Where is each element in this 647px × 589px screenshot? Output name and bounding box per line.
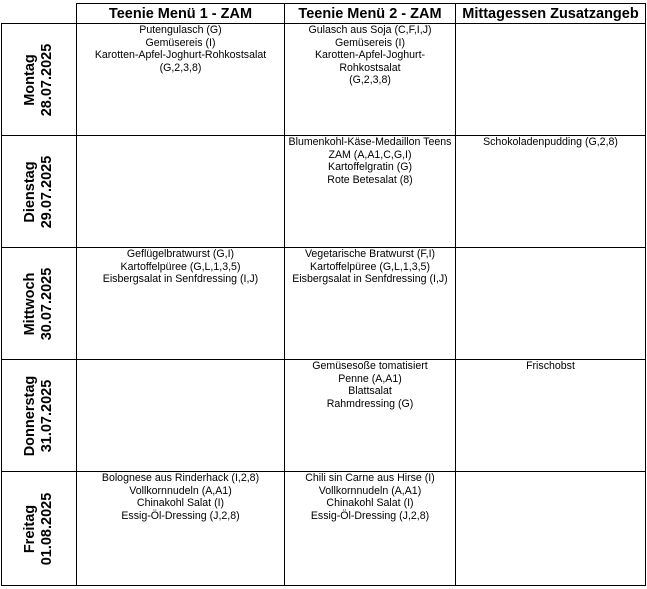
menu2-cell: [285, 472, 456, 586]
extra-cell: [456, 24, 646, 136]
dish-line: Gemüsesoße tomatisiert: [312, 360, 428, 372]
weekday-label: Donnerstag: [22, 375, 38, 456]
dish-line: Chinakohl Salat (I): [136, 497, 225, 509]
dish-line: Penne (A,A1): [338, 372, 402, 385]
dish-line: ZAM (A,A1,C,G,I): [328, 148, 412, 161]
day-row-monday: [2, 24, 646, 136]
corner-cell: [2, 4, 77, 24]
dish-line: (G,2,3,8): [159, 61, 202, 74]
dish-line: Kartoffelpüree (G,L,1,3,5): [120, 260, 241, 273]
date-label: 30.07.2025: [39, 267, 55, 340]
date-label: 29.07.2025: [39, 155, 55, 228]
dish-line: Karotten-Apfel-Joghurt-Rohkostsalat: [94, 49, 267, 61]
dish-line: Blumenkohl-Käse-Medaillon Teens: [288, 136, 452, 148]
dish-line: Eisbergsalat in Senfdressing (I,J): [292, 273, 448, 285]
menu2-cell: [285, 248, 456, 360]
extra-cell: [456, 472, 646, 586]
day-label-cell: [2, 472, 77, 586]
weekday-label: Dienstag: [22, 160, 38, 223]
dish-line: Essig-Öl-Dressing (J,2,8): [121, 509, 240, 522]
dish-line: Blattsalat: [348, 385, 392, 397]
weekday-label: Montag: [22, 53, 38, 106]
column-header-menu2: Teenie Menü 2 - ZAM: [285, 4, 456, 24]
menu2-cell: [285, 360, 456, 472]
dish-line: Putengulasch (G): [139, 24, 222, 36]
menu1-cell: [77, 136, 285, 248]
weekday-label: Freitag: [22, 504, 38, 553]
dish-line: Vollkornnudeln (A,A1): [129, 484, 232, 497]
dish-line: Gemüsereis (I): [334, 36, 406, 49]
dish-line: Geflügelbratwurst (G,I): [126, 248, 235, 260]
dish-line: Karotten-Apfel-Joghurt-Rohkostsalat: [314, 49, 426, 74]
date-label: 28.07.2025: [39, 43, 55, 116]
dish-line: Gemüsereis (I): [145, 36, 216, 49]
dish-line: Rahmdressing (G): [326, 397, 414, 410]
day-label-cell: [2, 248, 77, 360]
dish-line: Schokoladenpudding (G,2,8): [483, 136, 618, 148]
dish-line: Eisbergsalat in Senfdressing (I,J): [102, 273, 259, 285]
dish-line: Vegetarische Bratwurst (F,I): [304, 248, 436, 260]
extra-cell: [456, 248, 646, 360]
date-label: 01.08.2025: [39, 492, 55, 565]
menu1-cell: [77, 248, 285, 360]
dish-line: Gulasch aus Soja (C,F,I,J): [308, 24, 432, 36]
day-row-friday: [2, 472, 646, 586]
extra-cell: [456, 136, 646, 248]
day-row-thursday: [2, 360, 646, 472]
extra-cell: [456, 360, 646, 472]
dish-line: Essig-Öl-Dressing (J,2,8): [310, 509, 430, 522]
dish-line: (G,2,3,8): [349, 74, 391, 86]
dish-line: Frischobst: [526, 360, 575, 372]
column-header-menu1: Teenie Menü 1 - ZAM: [77, 4, 285, 24]
menu2-cell: [285, 24, 456, 136]
menu1-cell: [77, 24, 285, 136]
day-row-tuesday: [2, 136, 646, 248]
day-label-cell: [2, 136, 77, 248]
day-row-wednesday: [2, 248, 646, 360]
dish-line: Kartoffelpüree (G,L,1,3,5): [310, 260, 430, 273]
column-header-extra: Mittagessen Zusatzangeb: [456, 4, 646, 24]
dish-line: Rote Betesalat (8): [327, 173, 413, 186]
dish-line: Kartoffelgratin (G): [328, 161, 412, 173]
day-label-cell: [2, 360, 77, 472]
menu1-cell: [77, 472, 285, 586]
date-label: 31.07.2025: [39, 379, 55, 452]
dish-line: Vollkornnudeln (A,A1): [318, 484, 422, 497]
menu1-cell: [77, 360, 285, 472]
dish-line: Chinakohl Salat (I): [326, 497, 414, 509]
header-row: [2, 4, 646, 24]
menu-table: [1, 3, 646, 586]
dish-line: Chili sin Carne aus Hirse (I): [305, 472, 435, 484]
weekday-label: Mittwoch: [22, 272, 38, 335]
menu2-cell: [285, 136, 456, 248]
dish-line: Bolognese aus Rinderhack (I,2,8): [101, 472, 260, 484]
day-label-cell: [2, 24, 77, 136]
